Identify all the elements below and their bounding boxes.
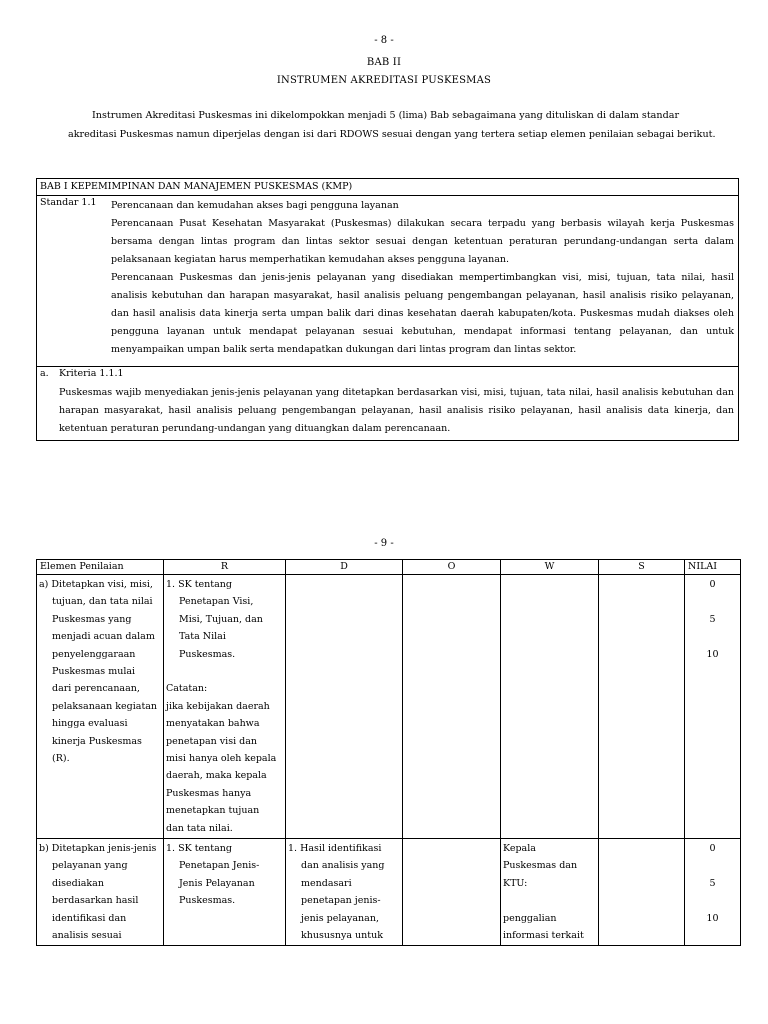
text-line: mendasari xyxy=(301,877,352,889)
r-cell xyxy=(164,839,286,946)
intro-paragraph xyxy=(68,106,716,144)
text-line: menjadi acuan dalam xyxy=(52,631,155,643)
text-line: Puskesmas mulai xyxy=(52,666,136,678)
text-line: penetapan jenis- xyxy=(301,895,381,907)
criteria-letter: a. xyxy=(40,368,49,379)
header-s: S xyxy=(599,560,685,575)
text-line: 1. SK tentang xyxy=(166,579,232,590)
assessment-table xyxy=(36,559,741,946)
standard-label: Standar 1.1 xyxy=(40,197,97,208)
elemen-lines xyxy=(39,840,161,944)
w-lines xyxy=(503,840,596,944)
text-line: khususnya untuk xyxy=(301,930,383,942)
text-line: Puskesmas. xyxy=(179,648,236,660)
page-number-9: - 9 - xyxy=(374,538,394,549)
document-title: INSTRUMEN AKREDITASI PUSKESMAS xyxy=(276,75,492,86)
w-cell xyxy=(501,839,599,946)
nilai-value: 5 xyxy=(709,878,716,889)
header-nilai: NILAI xyxy=(685,560,741,575)
criteria-title: Kriteria 1.1.1 xyxy=(59,368,124,379)
text-line: Tata Nilai xyxy=(179,631,226,643)
text-line: Misi, Tujuan, dan xyxy=(179,613,263,625)
nilai-value: 0 xyxy=(709,843,716,854)
standard-title: Perencanaan dan kemudahan akses bagi pengguna layanan xyxy=(111,200,399,211)
text-line: disediakan xyxy=(52,877,104,889)
text-line: Penetapan Jenis- xyxy=(179,860,260,872)
r-lines xyxy=(166,840,283,910)
text-line: KTU: xyxy=(503,877,528,889)
text-line: Puskesmas dan xyxy=(503,860,578,872)
text-line: dan tata nilai. xyxy=(166,822,233,834)
r-lines xyxy=(166,576,283,837)
text-line: Puskesmas yang xyxy=(52,613,132,625)
intro-line-2: akreditasi Puskesmas namun diperjelas dengan isi dari RDOWS sesuai dengan yang tertera setiap elemen penilaian sebagai berikut. xyxy=(68,129,716,140)
text-line: dari perencanaan, xyxy=(52,683,140,695)
text-line: pelayanan yang xyxy=(52,860,128,872)
text-line: 1. SK tentang xyxy=(166,843,232,854)
text-line: Catatan: xyxy=(166,683,208,695)
d-cell xyxy=(286,575,403,839)
nilai-cell xyxy=(685,839,741,946)
text-line: Puskesmas. xyxy=(179,895,236,907)
text-line: Puskesmas hanya xyxy=(166,787,252,799)
d-cell xyxy=(286,839,403,946)
r-cell xyxy=(164,575,286,839)
s-cell xyxy=(599,575,685,839)
page-number-8: - 8 - xyxy=(374,35,394,46)
elemen-cell xyxy=(37,839,164,946)
criteria-body: Puskesmas wajib menyediakan jenis-jenis pelayanan yang ditetapkan berdasarkan visi, misi, tujuan, tata nilai, hasil analisis kebutuhan dan harapan masyarakat, hasil analisis peluang pengembangan pelayanan, hasil analisis risiko pelayanan, hasil analisis data kinerja, dan ketentuan peraturan perundang-undangan yang dituangkan dalam perencanaan. xyxy=(59,387,734,434)
text-line: pelaksanaan kegiatan xyxy=(52,700,158,712)
standard-paragraph-2: Perencanaan Puskesmas dan jenis-jenis pelayanan yang disediakan mempertimbangkan visi, misi, tujuan, tata nilai, hasil analisis kebutuhan dan harapan masyarakat, hasil analisis peluang pengembangan pelayanan, hasil analisis risiko pelayanan, dan hasil analisis data kinerja serta umpan balik dari dinas kesehatan daerah kabupaten/kota. Puskesmas mudah diakses oleh pengguna layanan untuk mendapat pelayanan sesuai kebutuhan, mendapat informasi tentang pelayanan, dan untuk menyampaikan umpan balik serta mendapatkan dukungan dari lintas program dan lintas sektor. xyxy=(111,272,734,355)
text-line: misi hanya oleh kepala xyxy=(166,753,277,765)
bab-title: BAB II xyxy=(366,57,402,68)
header-o: O xyxy=(403,560,501,575)
text-line: menetapkan tujuan xyxy=(166,805,260,817)
text-line: hingga evaluasi xyxy=(52,718,128,730)
text-line: Kepala xyxy=(503,843,536,854)
o-cell xyxy=(403,575,501,839)
text-line: (R). xyxy=(52,753,70,765)
text-line: Penetapan Visi, xyxy=(179,596,254,608)
header-r: R xyxy=(164,560,286,575)
header-elemen: Elemen Penilaian xyxy=(37,560,164,575)
bab-heading: BAB I KEPEMIMPINAN DAN MANAJEMEN PUSKESMAS (KMP) xyxy=(37,179,738,196)
kmp-standard-box xyxy=(36,178,739,441)
elemen-cell xyxy=(37,575,164,839)
text-line: kinerja Puskesmas xyxy=(52,735,142,747)
text-line: analisis sesuai xyxy=(52,930,122,942)
text-line: berdasarkan hasil xyxy=(52,895,139,907)
spacer xyxy=(503,892,596,909)
nilai-value: 10 xyxy=(706,649,719,660)
text-line: Jenis Pelayanan xyxy=(179,877,255,889)
o-cell xyxy=(403,839,501,946)
text-line: tujuan, dan tata nilai xyxy=(52,596,153,608)
nilai-value: 5 xyxy=(709,614,716,625)
table-header-row xyxy=(37,560,741,575)
standard-body xyxy=(111,197,734,359)
nilai-value: 10 xyxy=(706,913,719,924)
elemen-lines xyxy=(39,576,161,767)
text-line: jika kebijakan daerah xyxy=(166,700,270,712)
header-d: D xyxy=(286,560,403,575)
text-line: dan analisis yang xyxy=(301,860,385,872)
text-line: penyelenggaraan xyxy=(52,648,136,660)
nilai-values xyxy=(687,576,738,681)
standard-paragraph-1: Perencanaan Pusat Kesehatan Masyarakat (Puskesmas) dilakukan secara terpadu yang berbasis wilayah kerja Puskesmas bersama dengan lintas program dan lintas sektor sesuai dengan ketentuan peraturan perundang-undangan serta dalam pelaksanaan kegiatan harus memperhatikan kemudahan akses pengguna layanan. xyxy=(111,218,734,265)
nilai-value: 0 xyxy=(709,579,716,590)
spacer xyxy=(166,663,283,680)
text-line: jenis pelayanan, xyxy=(301,912,379,924)
nilai-cell xyxy=(685,575,741,839)
text-line: 1. Hasil identifikasi xyxy=(288,843,382,854)
text-line: identifikasi dan xyxy=(52,912,127,924)
table-row xyxy=(37,575,741,839)
w-cell xyxy=(501,575,599,839)
text-line: b) Ditetapkan jenis-jenis xyxy=(39,843,157,854)
text-line: a) Ditetapkan visi, misi, xyxy=(39,579,153,590)
s-cell xyxy=(599,839,685,946)
nilai-values xyxy=(687,840,738,945)
d-lines xyxy=(288,840,400,944)
text-line: menyatakan bahwa xyxy=(166,718,260,730)
standard-section xyxy=(37,196,738,367)
intro-line-1: Instrumen Akreditasi Puskesmas ini dikelompokkan menjadi 5 (lima) Bab sebagaimana yang dituliskan di dalam standar xyxy=(92,110,680,121)
text-line: informasi terkait xyxy=(503,930,584,942)
text-line: daerah, maka kepala xyxy=(166,770,267,782)
table-row xyxy=(37,839,741,946)
text-line: penetapan visi dan xyxy=(166,735,258,747)
text-line: penggalian xyxy=(503,912,557,924)
header-w: W xyxy=(501,560,599,575)
